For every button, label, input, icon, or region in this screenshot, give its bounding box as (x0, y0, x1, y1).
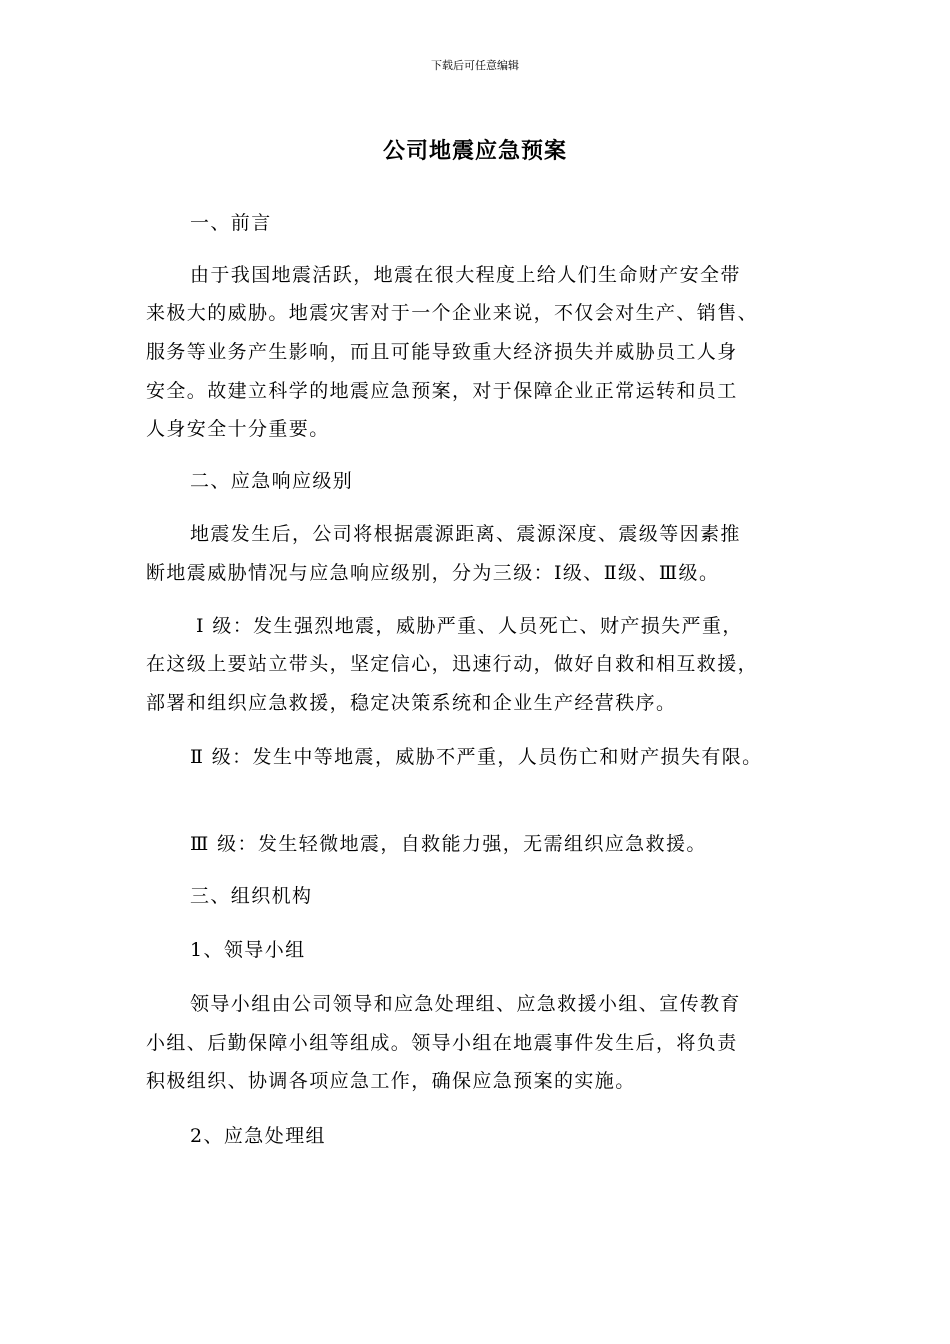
paragraph-line: Ⅰ 级：发生强烈地震，威胁严重、人员死亡、财产损失严重， (196, 615, 743, 637)
section-heading-preface: 一、前言 (190, 212, 272, 234)
paragraph-line: 人身安全十分重要。 (146, 418, 330, 440)
paragraph-line: Ⅲ 级：发生轻微地震，自救能力强，无需组织应急救援。 (190, 833, 707, 855)
paragraph-line: 断地震威胁情况与应急响应级别，分为三级：Ⅰ级、Ⅱ级、Ⅲ级。 (146, 562, 720, 584)
paragraph-line: Ⅱ 级：发生中等地震，威胁不严重，人员伤亡和财产损失有限。 (190, 746, 763, 768)
paragraph-line: 领导小组由公司领导和应急处理组、应急救援小组、宣传教育 (190, 993, 741, 1015)
paragraph-line: 服务等业务产生影响，而且可能导致重大经济损失并威胁员工人身 (146, 341, 738, 363)
paragraph-line: 地震发生后，公司将根据震源距离、震源深度、震级等因素推 (190, 523, 741, 545)
paragraph-line: 部署和组织应急救援，稳定决策系统和企业生产经营秩序。 (146, 692, 677, 714)
subsection-heading-emergency-handling: 2、应急处理组 (190, 1125, 326, 1147)
paragraph-line: 来极大的威胁。地震灾害对于一个企业来说，不仅会对生产、销售、 (146, 302, 759, 324)
header-note: 下载后可任意编辑 (431, 59, 519, 72)
subsection-heading-leadership-group: 1、领导小组 (190, 939, 306, 961)
section-heading-response-levels: 二、应急响应级别 (190, 470, 354, 492)
section-heading-organization: 三、组织机构 (190, 885, 313, 907)
paragraph-line: 在这级上要站立带头，坚定信心，迅速行动，做好自救和相互救援， (146, 653, 759, 675)
paragraph-line: 安全。故建立科学的地震应急预案，对于保障企业正常运转和员工 (146, 380, 738, 402)
paragraph-line: 小组、后勤保障小组等组成。领导小组在地震事件发生后，将负责 (146, 1032, 738, 1054)
page-title: 公司地震应急预案 (382, 139, 567, 164)
paragraph-line: 由于我国地震活跃，地震在很大程度上给人们生命财产安全带 (190, 264, 741, 286)
paragraph-line: 积极组织、协调各项应急工作，确保应急预案的实施。 (146, 1070, 636, 1092)
